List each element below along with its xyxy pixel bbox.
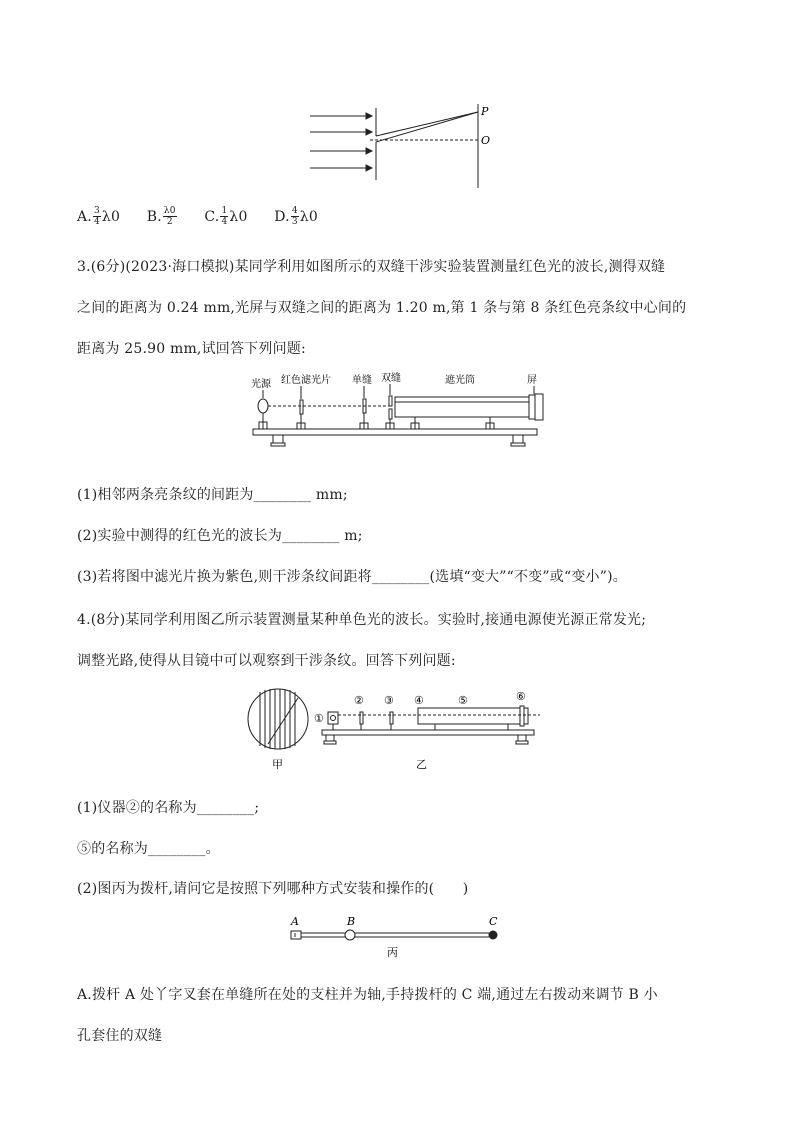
label-p: P (481, 105, 489, 118)
label-n5: ⑤ (458, 694, 468, 707)
question-2-options (77, 206, 340, 227)
fringe-and-apparatus-figure (240, 684, 550, 774)
option-a: A. $\frac{3}{4}$ λ0 (77, 206, 121, 227)
q4-line-2: 调整光路,使得从目镜中可以观察到干涉条纹。回答下列问题: (77, 653, 456, 669)
label-c: C (489, 915, 498, 928)
option-c: C. $\frac{1}{4}$ λ0 (204, 206, 248, 227)
label-single-slit: 单缝 (352, 375, 372, 386)
caption-jia: 甲 (272, 758, 283, 771)
label-n4: ④ (414, 694, 424, 707)
label-n2: ② (354, 694, 364, 707)
label-light-source: 光源 (251, 379, 271, 390)
option-d: D. $\frac{4}{3}$ λ0 (274, 206, 318, 227)
caption-bing: 丙 (387, 946, 398, 959)
label-n6: ⑥ (516, 690, 526, 703)
label-tube: 遮光筒 (445, 375, 475, 386)
label-b: B (347, 915, 356, 928)
double-slit-path-diagram (300, 100, 500, 190)
double-slit-apparatus-figure (245, 372, 545, 454)
label-n3: ③ (384, 694, 394, 707)
label-double-slit: 双缝 (381, 373, 401, 384)
label-o: O (481, 134, 491, 147)
q3-line-1: 3.(6分)(2023·海口模拟)某同学利用如图所示的双缝干涉实验装置测量红色光的波长,测得双缝 (77, 259, 666, 275)
q4-sub-2: (2)图丙为拨杆,请问它是按照下列哪种方式安装和操作的( ) (77, 881, 469, 897)
q3-sub-3: (3)若将图中滤光片换为紫色,则干涉条纹间距将________(选填“变大”“不变”或“变小”)。 (77, 569, 627, 585)
label-a: A (291, 915, 299, 928)
caption-yi: 乙 (416, 758, 427, 771)
label-red-filter: 红色滤光片 (281, 375, 331, 386)
q4-line-1: 4.(8分)某同学利用图乙所示装置测量某种单色光的波长。实验时,接通电源使光源正常发光; (77, 612, 647, 628)
label-n1: ① (314, 712, 324, 725)
lever-figure-bing (283, 912, 513, 962)
label-screen: 屏 (527, 375, 537, 386)
option-b: B. $\frac{\lambda 0}{2}$ (146, 206, 176, 227)
q3-line-2: 之间的距离为 0.24 mm,光屏与双缝之间的距离为 1.20 m,第 1 条与第 8 条红色亮条纹中心间的 (77, 300, 687, 316)
q4-option-a-line-2: 孔套住的双缝 (77, 1028, 163, 1044)
q4-option-a-line-1: A.拨杆 A 处丫字叉套在单缝所在处的支柱并为轴,手持拨杆的 C 端,通过左右拨动来调节 B 小 (77, 987, 658, 1003)
q4-sub-1b: ⑤的名称为________。 (77, 841, 220, 857)
q3-line-3: 距离为 25.90 mm,试回答下列问题: (77, 341, 306, 357)
q4-sub-1a: (1)仪器②的名称为________; (77, 800, 260, 816)
q3-sub-2: (2)实验中测得的红色光的波长为________ m; (77, 528, 363, 544)
q3-sub-1: (1)相邻两条亮条纹的间距为________ mm; (77, 487, 348, 503)
